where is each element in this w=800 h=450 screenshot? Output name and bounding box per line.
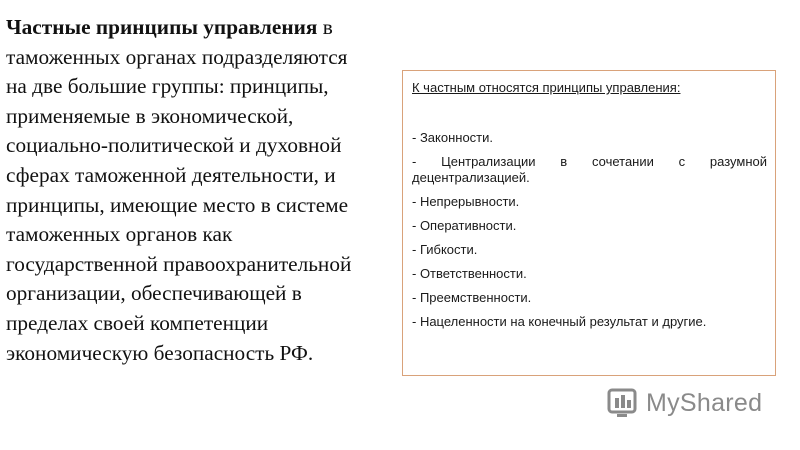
principle-item: - Преемственности. xyxy=(412,290,532,305)
principle-item: - Ответственности. xyxy=(412,266,527,281)
intro-text: в таможенных органах подразделяются на две большие группы: принципы, применяемые в экономической, социально-политической и духовной сферах таможенной деятельности, и принципы, имеющие место в системе таможенных органов как государственной правоохранительной организации, обеспечивающей в пределах своей компетенции экономическую безопасность РФ. xyxy=(6,15,352,365)
principle-item: - Законности. xyxy=(412,130,494,145)
principle-item: - Гибкости. xyxy=(412,242,478,257)
principle-item: - Непрерывности. xyxy=(412,194,520,209)
myshared-logo-icon xyxy=(606,386,642,420)
principle-item: - Оперативности. xyxy=(412,218,517,233)
principles-box xyxy=(402,70,776,376)
intro-paragraph xyxy=(6,13,358,368)
principle-item: - Нацеленности на конечный результат и другие. xyxy=(412,314,707,329)
intro-bold-lead: Частные принципы управления xyxy=(6,15,318,39)
logo-text: MyShared xyxy=(646,388,763,417)
myshared-logo[interactable] xyxy=(606,383,762,423)
principle-item: - Централизации в сочетании с разумной децентрализацией. xyxy=(412,154,767,185)
principles-heading: К частным относятся принципы управления: xyxy=(412,80,681,95)
